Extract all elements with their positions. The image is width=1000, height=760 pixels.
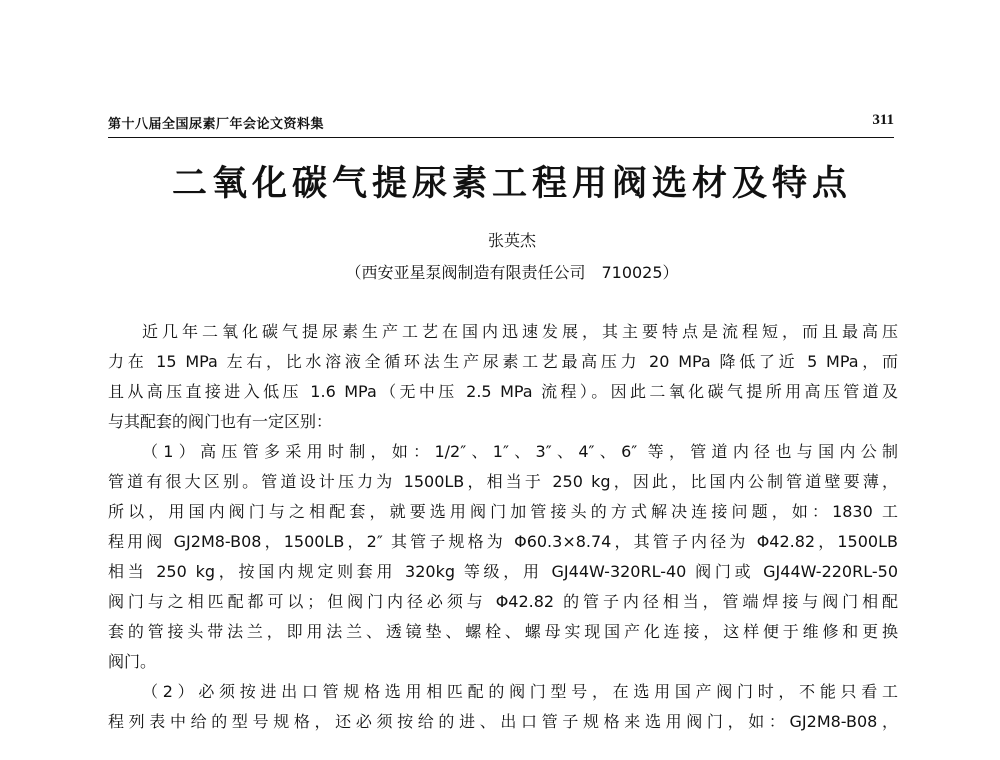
body-line: 程用阀 GJ2M8-B08，1500LB，2″ 其管子规格为 Φ60.3×8.74，其管子内径为 Φ42.82，1500LB [108, 532, 898, 551]
author-affiliation: （西安亚星泵阀制造有限责任公司 710025） [345, 263, 679, 282]
body-line: 力在 15 MPa 左右，比水溶液全循环法生产尿素工艺最高压力 20 MPa 降低了近 5 MPa，而 [108, 352, 898, 371]
body-line: （1）高压管多采用时制，如：1/2″、1″、3″、4″、6″ 等，管道内径也与国内公制 [142, 442, 898, 461]
body-line: （2）必须按进出口管规格选用相匹配的阀门型号，在选用国产阀门时，不能只看工 [142, 682, 898, 701]
header-rule [108, 137, 894, 138]
body-text [108, 317, 898, 737]
body-line: 阀门。 [108, 652, 157, 671]
body-line: 近几年二氧化碳气提尿素生产工艺在国内迅速发展，其主要特点是流程短，而且最高压 [142, 322, 898, 341]
body-line: 阀门与之相匹配都可以；但阀门内径必须与 Φ42.82 的管子内径相当，管端焊接与阀门相配 [108, 592, 898, 611]
body-line: 程列表中给的型号规格，还必须按给的进、出口管子规格来选用阀门，如：GJ2M8-B08， [108, 712, 898, 731]
page-number: 311 [872, 112, 894, 128]
body-line: 且从高压直接进入低压 1.6 MPa（无中压 2.5 MPa 流程）。因此二氧化碳气提所用高压管道及 [108, 382, 898, 401]
paper-title: 二氧化碳气提尿素工程用阀选材及特点 [171, 164, 852, 204]
author-name: 张英杰 [487, 231, 536, 250]
body-line: 相当 250 kg，按国内规定则套用 320kg 等级，用 GJ44W-320RL-40 阀门或 GJ44W-220RL-50 [108, 562, 898, 581]
body-line: 与其配套的阀门也有一定区别： [108, 412, 333, 431]
body-line: 管道有很大区别。管道设计压力为 1500LB，相当于 250 kg，因此，比国内公制管道壁要薄， [108, 472, 898, 491]
running-head-title: 第十八届全国尿素厂年会论文资料集 [108, 117, 325, 132]
body-line: 所以，用国内阀门与之相配套，就要选用阀门加管接头的方式解决连接问题，如：1830 工 [108, 502, 898, 521]
body-line: 套的管接头带法兰，即用法兰、透镜垫、螺栓、螺母实现国产化连接，这样便于维修和更换 [108, 622, 898, 641]
running-head [108, 113, 894, 135]
